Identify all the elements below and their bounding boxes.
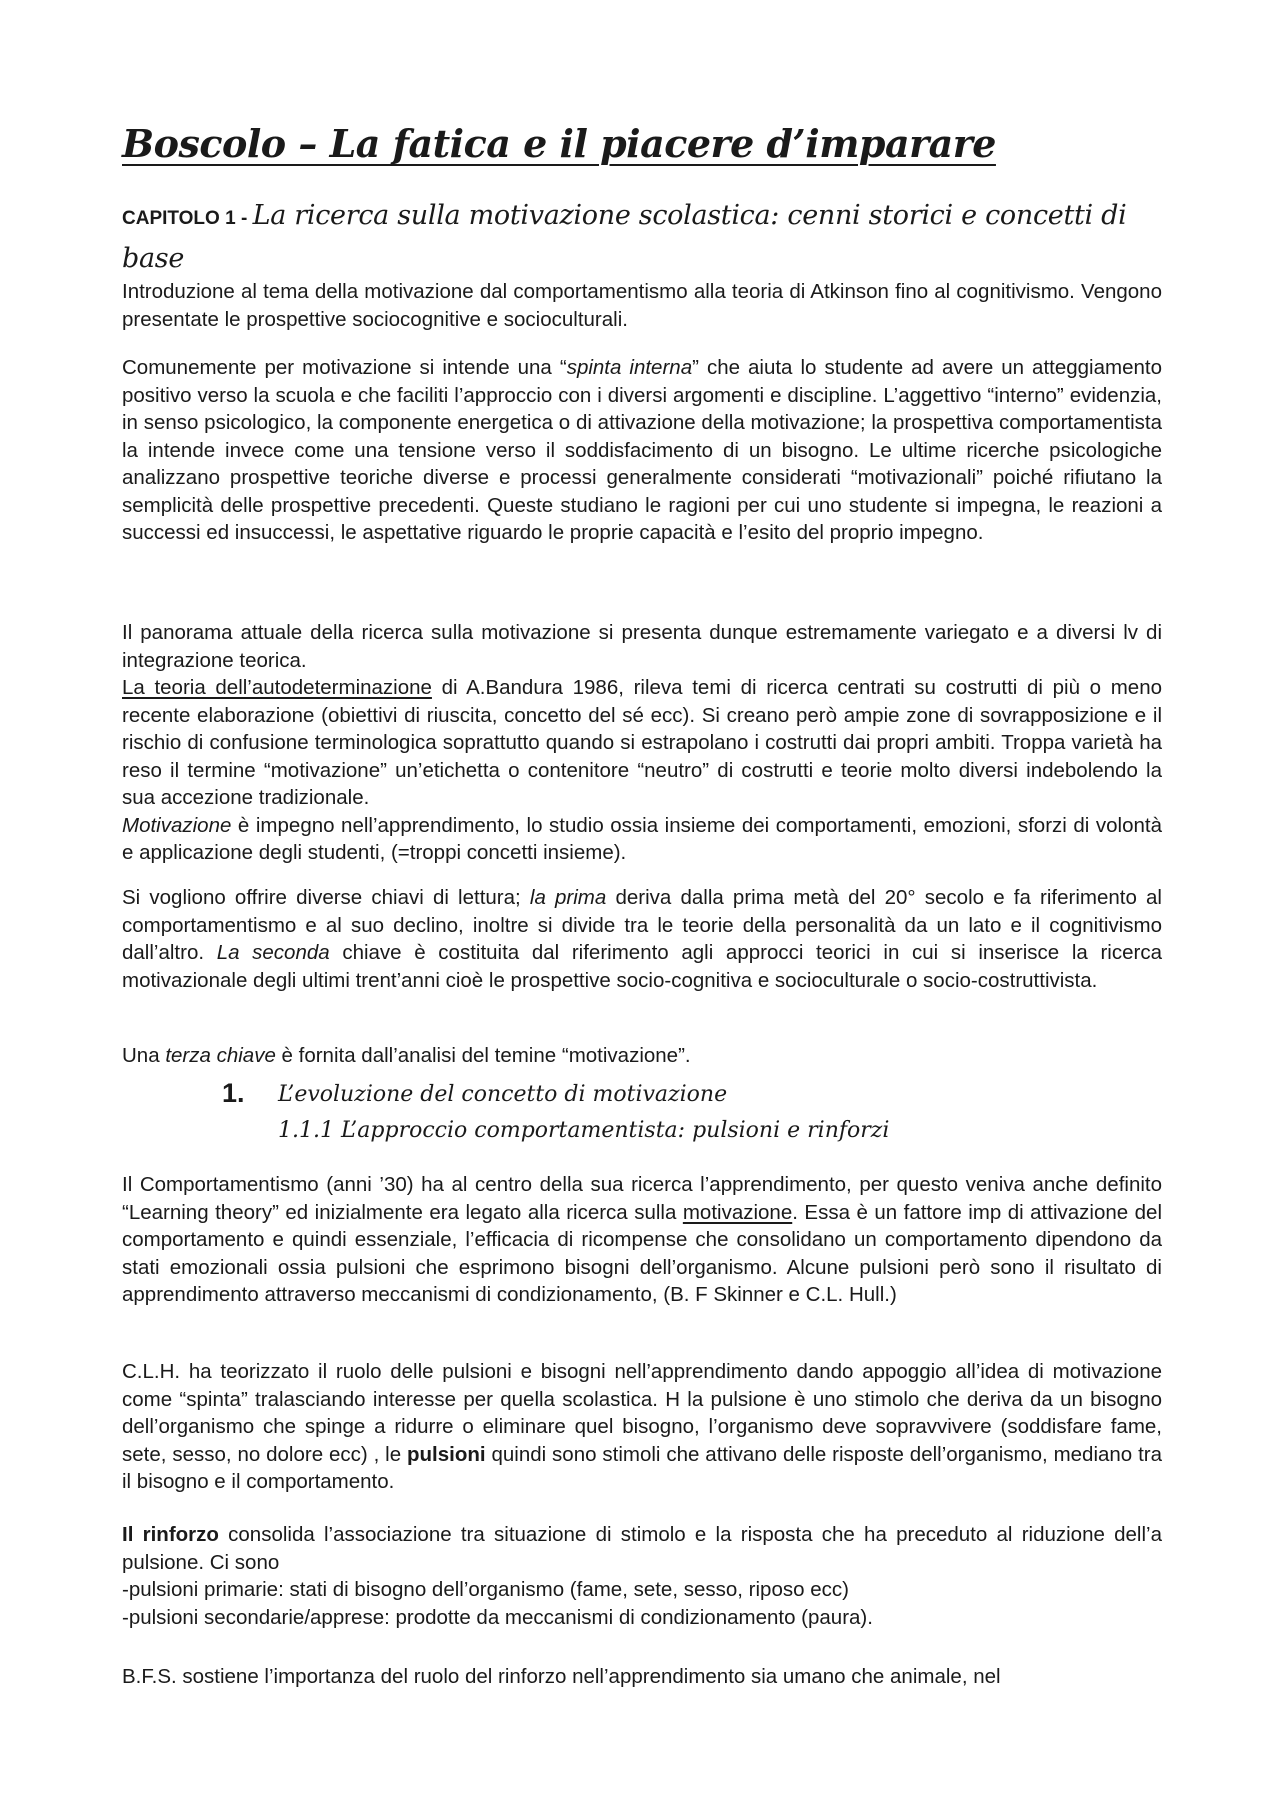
text-run: Comunemente per motivazione si intende una “ [122, 356, 567, 379]
text-run: Una [122, 1044, 166, 1067]
motivazione-definition [122, 812, 1162, 867]
bold-pulsioni: pulsioni [407, 1442, 486, 1466]
paragraph-third-key [122, 1042, 1162, 1070]
paragraph-reinforcement [122, 1521, 1162, 1631]
emphasis-motivazione: Motivazione [122, 813, 232, 837]
section-number: 1. [222, 1078, 245, 1108]
emphasis-la-prima: la prima [529, 886, 607, 909]
text-run: di A.Bandura 1986, rileva temi di ricerca centrati su costrutti di più o meno recente elaborazione (obiettivi di riuscita, concetto del sé ecc). Si creano però ampie zone di sovrapposizione e il rischio di confusione terminologica soprattutto quando si estrapolano i costrutti dai propri ambiti. Troppa varietà ha reso il termine “motivazione” un’etichetta o contenitore “neutro” di costrutti e teorie molto diversi indebolendo la sua accezione tradizionale. [122, 676, 1162, 809]
section-title: L’evoluzione del concetto di motivazione [278, 1082, 728, 1107]
chapter-label: CAPITOLO 1 - [122, 208, 253, 229]
emphasis-la-seconda: La seconda [216, 941, 330, 964]
paragraph-hull [122, 1358, 1162, 1496]
autodeterminazione-text [122, 674, 1162, 812]
paragraph-reading-keys [122, 884, 1162, 994]
text-run: chiave è costituita dal riferimento agli approcci teorici in cui si inserisce la ricerca motivazionale degli ultimi trent’anni cioè le prospettive socio-cognitiva e socioculturale o socio-costruttivista. [122, 941, 1162, 992]
list-item-secondary-drives: -pulsioni secondarie/apprese: prodotte da meccanismi di condizionamento (paura). [122, 1605, 873, 1629]
paragraph-behaviorism [122, 1171, 1162, 1309]
list-item-primary-drives: -pulsioni primarie: stati di bisogno dell’organismo (fame, sete, sesso, riposo ecc) [122, 1578, 849, 1601]
underlined-motivazione: motivazione [682, 1200, 793, 1224]
panorama-line: Il panorama attuale della ricerca sulla motivazione si presenta dunque estremamente variegato e a diversi lv di integrazione teorica. [122, 621, 1162, 672]
text-run: ” che aiuta lo studente ad avere un atteggiamento positivo verso la scuola e che faciliti l’approccio con i diversi argomenti e discipline. L’aggettivo “interno” evidenzia, in senso psicologico, la componente energetica o di attivazione della motivazione; la prospettiva comportamentista la intende invece come una tensione verso il soddisfacimento di un bisogno. Le ultime ricerche psicologiche analizzano prospettive teoriche diverse e processi generalmente considerati “motivazionali” poiché rifiutano la semplicità delle prospettive precedenti. Queste studiano le ragioni per cui uno studente si impegna, le reazioni a successi ed insuccessi, le aspettative riguardo le proprie capacità e l’esito del proprio impegno. [122, 356, 1162, 544]
text-run: quindi sono stimoli che attivano delle risposte dell’organismo, mediano tra il bisogno e il comportamento. [122, 1442, 1163, 1493]
chapter-title: La ricerca sulla motivazione scolastica: cenni storici e concetti di base [122, 200, 1127, 274]
paragraph-skinner: B.F.S. sostiene l’importanza del ruolo del rinforzo nell’apprendimento sia umano che animale, nel [122, 1665, 1001, 1688]
subsection-title: 1.1.1 L’approccio comportamentista: pulsioni e rinforzi [278, 1118, 890, 1143]
text-run: C.L.H. ha teorizzato il ruolo delle pulsioni e bisogni nell’apprendimento dando appoggio all’idea di motivazione come “spinta” tralasciando interesse per quella scolastica. H la pulsione è uno stimolo che deriva da un bisogno dell’organismo che spinge a ridurre o eliminare quel bisogno, l’organismo deve sopravvivere (soddisfare fame, sete, sesso, no dolore ecc) , le [122, 1360, 1162, 1466]
intro-paragraph: Introduzione al tema della motivazione dal comportamentismo alla teoria di Atkinson fino al cognitivismo. Vengono presentate le prospettive sociocognitive e socioculturali. [122, 280, 1162, 331]
text-run: Il Comportamentismo (anni ’30) ha al centro della sua ricerca l’apprendimento, per questo veniva anche definito “Learning theory” ed inizialmente era legato alla ricerca sulla [122, 1173, 1162, 1224]
text-run: consolida l’associazione tra situazione di stimolo e la risposta che ha preceduto al riduzione dell’a pulsione. Ci sono [122, 1523, 1162, 1574]
text-run: Si vogliono offrire diverse chiavi di lettura; [122, 886, 530, 909]
text-run: è impegno nell’apprendimento, lo studio ossia insieme dei comportamenti, emozioni, sforzi di volontà e applicazione degli studenti, (=troppi concetti insieme). [122, 813, 1162, 864]
document-title: Boscolo – La fatica e il piacere d’imparare [122, 121, 996, 166]
text-run: . Essa è un fattore imp di attivazione del comportamento e quindi essenziale, l’efficacia di ricompense che consolidano un comportamento dipendono da stati emozionali ossia pulsioni che esprimono bisogni dell’organismo. Alcune pulsioni però sono il risultato di apprendimento attraverso meccanismi di condizionamento, (B. F Skinner e C.L. Hull.) [122, 1200, 1162, 1306]
text-run: è fornita dall’analisi del temine “motivazione”. [275, 1044, 691, 1067]
paragraph-research-panorama [122, 619, 1162, 867]
emphasis-terza-chiave: terza chiave [165, 1044, 276, 1067]
bold-il-rinforzo: Il rinforzo [122, 1523, 219, 1546]
underlined-autodeterminazione: La teoria dell’autodeterminazione [122, 676, 432, 699]
text-run: deriva dalla prima metà del 20° secolo e fa riferimento al comportamentismo e al suo declino, inoltre si divide tra le teorie della personalità da un lato e il cognitivismo dall’altro. [122, 886, 1162, 964]
paragraph-motivation-definition [122, 354, 1162, 547]
reinforcement-text [122, 1521, 1162, 1576]
chapter-heading [122, 196, 1162, 281]
emphasis-spinta-interna: spinta interna [566, 356, 693, 379]
